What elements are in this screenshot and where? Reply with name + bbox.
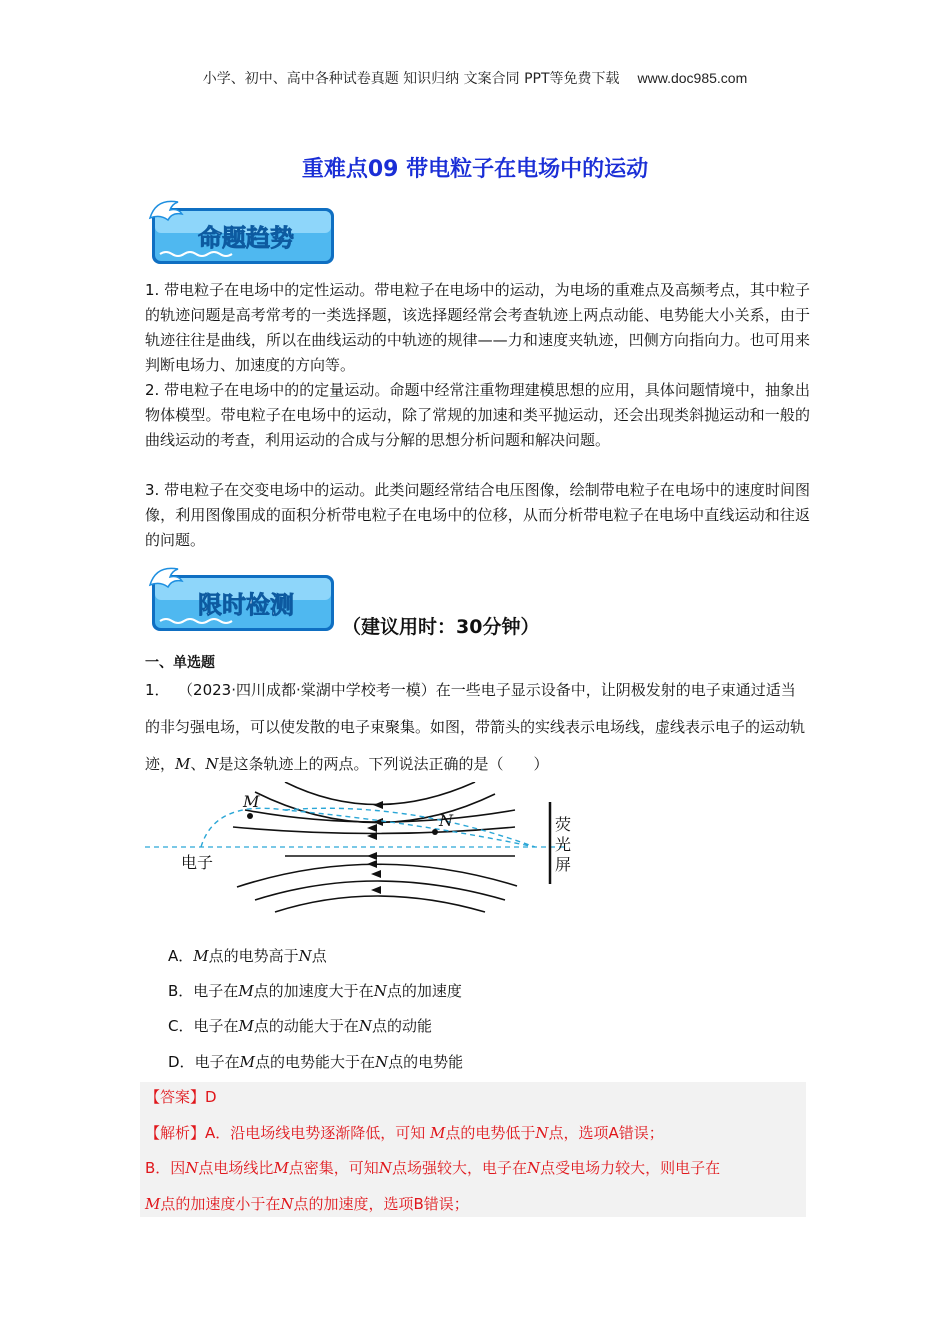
option-a-letter: A． (168, 947, 194, 965)
var-n: N (526, 1159, 541, 1177)
analysis-line-b-cont (145, 1193, 469, 1214)
option-b[interactable] (168, 980, 462, 1001)
var-m: M (175, 755, 191, 773)
var-n: N (374, 1053, 389, 1071)
option-b-text-end: 点的加速度 (386, 982, 462, 1000)
var-n: N (185, 1159, 199, 1177)
analysis-b-t4: 点受电场力较大，则电子在 (540, 1159, 721, 1177)
question-sep: 、 (190, 755, 206, 773)
var-n: N (358, 1017, 372, 1035)
answer-value: D (205, 1088, 217, 1106)
header-text: 小学、初中、高中各种试卷真题 知识归纳 文案合同 PPT等免费下载 (202, 71, 620, 87)
var-m: M (239, 1053, 255, 1071)
answer-label: 【答案】 (145, 1088, 206, 1106)
paragraph-2: 2. 带电粒子在电场中的的定量运动。命题中经常注重物理建模思想的应用，具体问题情境中，抽象出物体模型。带电粒子在电场中的运动，除了常规的加速和类平抛运动，还会出现类斜抛运动和一般的曲线运动的考查，利用运动的合成与分解的思想分析问题和解决问题。 (145, 381, 810, 449)
option-d[interactable] (168, 1051, 463, 1072)
question-stem-b: 是这条轨迹上的两点。下列说法正确的是（ ） (218, 755, 549, 773)
arrowhead (367, 852, 377, 860)
analysis-b-text: B．因 (145, 1159, 186, 1177)
paragraph-1: 1. 带电粒子在电场中的定性运动。带电粒子在电场中的运动，为电场的重难点及高频考点，其中粒子的轨迹问题是高考常考的一类选择题，该选择题经常会考查轨迹上两点动能、电势能大小关系，由于轨迹往往是曲线，所以在曲线运动的中轨迹的规律——力和速度夹轨迹，凹侧方向指向力。也可用来判断电场力、加速度的方向等。 (145, 281, 810, 374)
arrowhead (371, 870, 381, 878)
analysis-a-text: A．沿电场线电势逐渐降低，可知 (205, 1124, 431, 1142)
field-line (285, 782, 475, 805)
arrowhead (371, 886, 381, 894)
var-m: M (238, 982, 254, 1000)
arrowhead (373, 818, 383, 826)
trend-banner (146, 196, 338, 272)
field-diagram (145, 782, 585, 921)
analysis-b-t6: 点的加速度，选项B错误； (293, 1195, 469, 1213)
analysis-label: 【解析】 (145, 1124, 206, 1142)
answer-line (145, 1086, 217, 1107)
var-m: M (238, 1017, 254, 1035)
var-m: M (430, 1124, 446, 1142)
point-m (247, 813, 253, 819)
var-m: M (193, 947, 209, 965)
option-c[interactable] (168, 1015, 432, 1036)
option-c-text: 点的动能大于在 (253, 1017, 359, 1035)
option-c-text-end: 点的动能 (372, 1017, 433, 1035)
option-a[interactable] (168, 945, 327, 966)
option-a-text: 点的电势高于 (208, 947, 299, 965)
option-b-text: 点的加速度大于在 (253, 982, 374, 1000)
analysis-b-t3: 点场强较大，电子在 (391, 1159, 527, 1177)
label-electron: 电子 (181, 853, 214, 872)
option-c-letter: C． (168, 1017, 194, 1035)
arrowhead (373, 801, 383, 809)
analysis-line-b (145, 1157, 805, 1178)
screen-char-3: 屏 (555, 855, 572, 874)
var-n: N (378, 1159, 392, 1177)
var-n: N (373, 982, 387, 1000)
screen-char-1: 荧 (555, 815, 572, 834)
arrowhead (367, 824, 377, 832)
var-n: N (535, 1124, 549, 1142)
analysis-b-t2: 点密集，可知 (288, 1159, 379, 1177)
option-b-text-start: 电子在 (193, 982, 239, 1000)
trend-banner-label: 命题趋势 (198, 224, 294, 252)
test-banner (146, 563, 338, 639)
var-n: N (298, 947, 312, 965)
analysis-b-t5: 点的加速度小于在 (160, 1195, 281, 1213)
var-m: M (145, 1195, 161, 1213)
option-a-text-end: 点 (311, 947, 327, 965)
point-n (432, 829, 438, 835)
time-hint: （建议用时：30分钟） (342, 616, 540, 638)
screen-char-2: 光 (555, 835, 572, 854)
paragraph-3: 3. 带电粒子在交变电场中的运动。此类问题经常结合电压图像，绘制带电粒子在电场中的速度时间图像，利用图像围成的面积分析带电粒子在电场中的位移，从而分析带电粒子在电场中直线运动和往返的问题。 (145, 481, 810, 549)
var-m: M (273, 1159, 289, 1177)
label-n: N (439, 811, 453, 830)
analysis-line-a (145, 1122, 664, 1143)
test-banner-label: 限时检测 (198, 591, 294, 619)
question-stem-a: 在一些电子显示设备中，让阴极发射的电子束通过适当的非匀强电场，可以使发散的电子束聚集。如图，带箭头的实线表示电场线，虚线表示电子的运动轨迹， (145, 681, 806, 773)
arrowhead (367, 860, 377, 868)
var-n: N (280, 1195, 294, 1213)
page-title: 重难点09 带电粒子在电场中的运动 (301, 157, 649, 182)
option-d-letter: D． (168, 1053, 195, 1071)
question-source: （2023·四川成都·棠湖中学校考一模） (185, 681, 436, 699)
option-b-letter: B． (168, 982, 194, 1000)
page-header (0, 68, 950, 88)
option-d-text-start: 电子在 (194, 1053, 240, 1071)
field-line (275, 896, 485, 912)
analysis-a-mid: 点的电势低于 (445, 1124, 536, 1142)
analysis-b-t1: 点电场线比 (198, 1159, 274, 1177)
option-d-text: 点的电势能大于在 (254, 1053, 375, 1071)
header-site-link[interactable]: www.doc985.com (637, 70, 748, 86)
question-1 (145, 672, 810, 783)
option-c-text-start: 电子在 (193, 1017, 239, 1035)
option-d-text-end: 点的电势能 (388, 1053, 464, 1071)
label-m: M (243, 792, 260, 811)
var-n: N (205, 755, 219, 773)
analysis-a-end: 点，选项A错误； (548, 1124, 664, 1142)
question-number: 1． (145, 681, 170, 699)
section-heading: 一、单选题 (145, 655, 215, 671)
